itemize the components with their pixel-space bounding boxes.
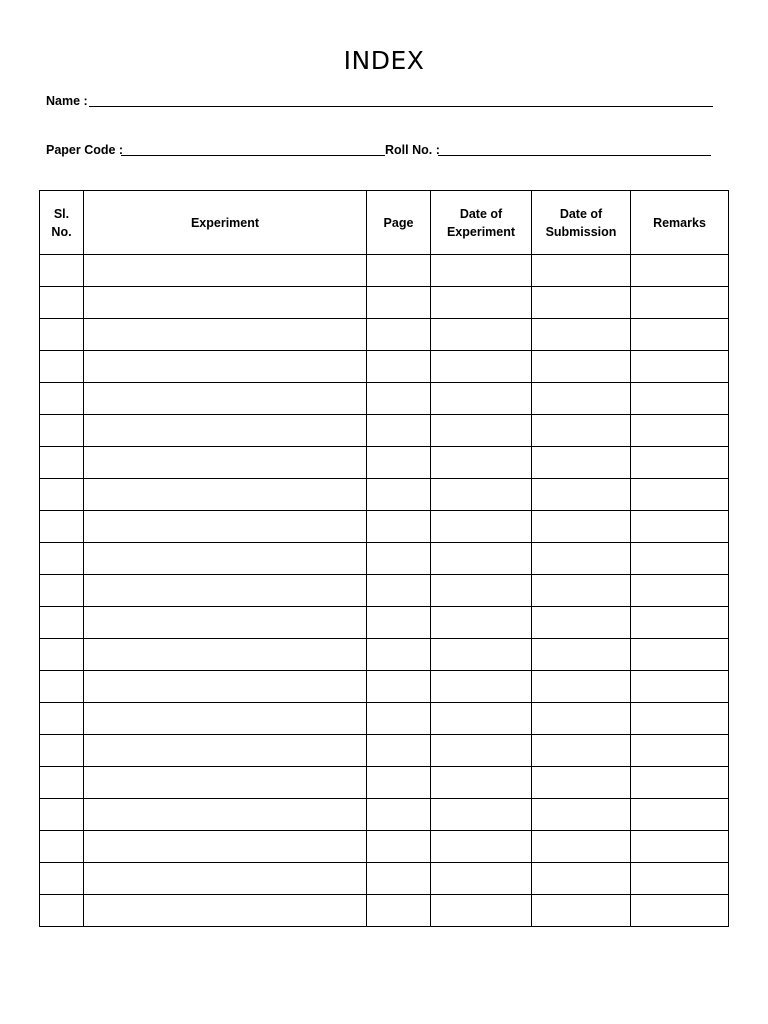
date-of-submission-cell[interactable]: [532, 575, 631, 607]
date-of-submission-cell[interactable]: [532, 447, 631, 479]
remarks-cell[interactable]: [631, 575, 729, 607]
paper-code-field[interactable]: [121, 155, 385, 156]
date-of-submission-cell[interactable]: [532, 511, 631, 543]
date-of-submission-cell[interactable]: [532, 671, 631, 703]
date-of-experiment-cell[interactable]: [431, 767, 532, 799]
page-cell[interactable]: [367, 255, 431, 287]
table-row: [40, 287, 729, 319]
page-cell[interactable]: [367, 607, 431, 639]
page-cell[interactable]: [367, 319, 431, 351]
header-text: Submission: [545, 224, 617, 239]
remarks-cell[interactable]: [631, 543, 729, 575]
table-body: [40, 255, 729, 927]
date-of-submission-cell[interactable]: [532, 543, 631, 575]
date-of-experiment-cell[interactable]: [431, 319, 532, 351]
date-of-experiment-cell[interactable]: [431, 479, 532, 511]
page-cell[interactable]: [367, 479, 431, 511]
page-cell[interactable]: [367, 671, 431, 703]
experiment-cell[interactable]: [84, 671, 367, 703]
header-text: Remarks: [653, 215, 706, 230]
date-of-experiment-cell[interactable]: [431, 735, 532, 767]
experiment-cell[interactable]: [84, 543, 367, 575]
date-of-submission-cell[interactable]: [532, 767, 631, 799]
date-of-submission-cell[interactable]: [532, 703, 631, 735]
table-row: [40, 351, 729, 383]
experiment-cell[interactable]: [84, 767, 367, 799]
sl-no-cell[interactable]: [40, 511, 84, 543]
date-of-submission-cell[interactable]: [532, 639, 631, 671]
table-row: [40, 255, 729, 287]
sl-no-cell[interactable]: [40, 255, 84, 287]
page-cell[interactable]: [367, 735, 431, 767]
table-row: [40, 479, 729, 511]
header-text: Experiment: [190, 215, 260, 230]
sl-no-cell[interactable]: [40, 671, 84, 703]
sl-no-cell[interactable]: [40, 895, 84, 927]
sl-no-cell[interactable]: [40, 703, 84, 735]
remarks-cell[interactable]: [631, 671, 729, 703]
date-of-experiment-cell[interactable]: [431, 511, 532, 543]
date-of-experiment-cell[interactable]: [431, 543, 532, 575]
table-row: [40, 319, 729, 351]
experiment-cell[interactable]: [84, 479, 367, 511]
page-cell[interactable]: [367, 703, 431, 735]
page-cell[interactable]: [367, 287, 431, 319]
date-of-submission-cell[interactable]: [532, 831, 631, 863]
table-row: [40, 735, 729, 767]
remarks-cell[interactable]: [631, 319, 729, 351]
table-row: [40, 767, 729, 799]
experiment-cell[interactable]: [84, 735, 367, 767]
date-of-experiment-cell[interactable]: [431, 639, 532, 671]
date-of-submission-cell[interactable]: [532, 287, 631, 319]
remarks-cell[interactable]: [631, 383, 729, 415]
date-of-experiment-cell[interactable]: [431, 287, 532, 319]
experiment-cell[interactable]: [84, 575, 367, 607]
table-row: [40, 543, 729, 575]
sl-no-cell[interactable]: [40, 607, 84, 639]
page-cell[interactable]: [367, 415, 431, 447]
sl-no-cell[interactable]: [40, 287, 84, 319]
experiment-cell[interactable]: [84, 511, 367, 543]
date-of-experiment-cell[interactable]: [431, 799, 532, 831]
header-text: Page: [383, 215, 414, 230]
table-row: [40, 511, 729, 543]
remarks-cell[interactable]: [631, 831, 729, 863]
table-row: [40, 415, 729, 447]
date-of-submission-cell[interactable]: [532, 607, 631, 639]
date-of-submission-cell[interactable]: [532, 479, 631, 511]
table-row: [40, 575, 729, 607]
sl-no-cell[interactable]: [40, 767, 84, 799]
page-cell[interactable]: [367, 575, 431, 607]
header-text: No.: [51, 224, 72, 239]
experiment-cell[interactable]: [84, 895, 367, 927]
experiment-cell[interactable]: [84, 607, 367, 639]
remarks-cell[interactable]: [631, 351, 729, 383]
date-of-submission-cell[interactable]: [532, 351, 631, 383]
paper-code-label: Paper Code :: [46, 143, 124, 157]
table-header-row: [40, 191, 729, 255]
index-table: [39, 190, 729, 927]
header-text: Sl.: [53, 206, 70, 221]
roll-no-field[interactable]: [438, 155, 711, 156]
remarks-cell[interactable]: [631, 415, 729, 447]
experiment-cell[interactable]: [84, 863, 367, 895]
experiment-header: [84, 191, 367, 255]
date-of-submission-cell[interactable]: [532, 895, 631, 927]
date-of-submission-cell[interactable]: [532, 863, 631, 895]
date-of-submission-cell[interactable]: [532, 255, 631, 287]
table-row: [40, 863, 729, 895]
date-of-experiment-cell[interactable]: [431, 607, 532, 639]
sl-no-cell[interactable]: [40, 415, 84, 447]
date-of-submission-cell[interactable]: [532, 415, 631, 447]
page-cell[interactable]: [367, 895, 431, 927]
sl-no-cell[interactable]: [40, 575, 84, 607]
page-title: INDEX: [343, 46, 425, 75]
sl-no-cell[interactable]: [40, 799, 84, 831]
page-cell[interactable]: [367, 447, 431, 479]
table-row: [40, 383, 729, 415]
experiment-cell[interactable]: [84, 383, 367, 415]
sl-no-header: [40, 191, 84, 255]
sl-no-cell[interactable]: [40, 319, 84, 351]
remarks-cell[interactable]: [631, 895, 729, 927]
experiment-cell[interactable]: [84, 319, 367, 351]
date-of-experiment-cell[interactable]: [431, 703, 532, 735]
date-of-experiment-cell[interactable]: [431, 383, 532, 415]
header-text: Experiment: [446, 224, 516, 239]
date-of-experiment-cell[interactable]: [431, 863, 532, 895]
experiment-cell[interactable]: [84, 703, 367, 735]
header-text: Date of: [459, 206, 503, 221]
page-header: [367, 191, 431, 255]
remarks-cell[interactable]: [631, 447, 729, 479]
sl-no-cell[interactable]: [40, 831, 84, 863]
date-of-experiment-header: [431, 191, 532, 255]
date-of-experiment-cell[interactable]: [431, 671, 532, 703]
date-of-experiment-cell[interactable]: [431, 895, 532, 927]
table-row: [40, 671, 729, 703]
page-cell[interactable]: [367, 639, 431, 671]
page-cell[interactable]: [367, 383, 431, 415]
date-of-experiment-cell[interactable]: [431, 351, 532, 383]
date-of-experiment-cell[interactable]: [431, 255, 532, 287]
sl-no-cell[interactable]: [40, 735, 84, 767]
page-cell[interactable]: [367, 543, 431, 575]
sl-no-cell[interactable]: [40, 351, 84, 383]
experiment-cell[interactable]: [84, 799, 367, 831]
header-text: Date of: [559, 206, 603, 221]
page-cell[interactable]: [367, 863, 431, 895]
date-of-submission-cell[interactable]: [532, 319, 631, 351]
sl-no-cell[interactable]: [40, 639, 84, 671]
date-of-experiment-cell[interactable]: [431, 415, 532, 447]
name-label: Name :: [46, 94, 88, 108]
page-cell[interactable]: [367, 351, 431, 383]
sl-no-cell[interactable]: [40, 383, 84, 415]
page-cell[interactable]: [367, 511, 431, 543]
experiment-cell[interactable]: [84, 255, 367, 287]
remarks-cell[interactable]: [631, 511, 729, 543]
table-row: [40, 831, 729, 863]
experiment-cell[interactable]: [84, 415, 367, 447]
date-of-submission-cell[interactable]: [532, 799, 631, 831]
remarks-cell[interactable]: [631, 703, 729, 735]
remarks-cell[interactable]: [631, 767, 729, 799]
roll-no-label: Roll No. :: [385, 143, 440, 157]
remarks-cell[interactable]: [631, 479, 729, 511]
date-of-experiment-cell[interactable]: [431, 575, 532, 607]
experiment-cell[interactable]: [84, 831, 367, 863]
date-of-submission-cell[interactable]: [532, 735, 631, 767]
page-cell[interactable]: [367, 799, 431, 831]
table-row: [40, 607, 729, 639]
date-of-submission-cell[interactable]: [532, 383, 631, 415]
remarks-cell[interactable]: [631, 799, 729, 831]
page-cell[interactable]: [367, 831, 431, 863]
remarks-cell[interactable]: [631, 255, 729, 287]
date-of-experiment-cell[interactable]: [431, 831, 532, 863]
remarks-cell[interactable]: [631, 639, 729, 671]
experiment-cell[interactable]: [84, 351, 367, 383]
table-row: [40, 447, 729, 479]
page-cell[interactable]: [367, 767, 431, 799]
table-row: [40, 799, 729, 831]
remarks-cell[interactable]: [631, 735, 729, 767]
table-row: [40, 895, 729, 927]
experiment-cell[interactable]: [84, 287, 367, 319]
experiment-cell[interactable]: [84, 447, 367, 479]
table-row: [40, 639, 729, 671]
experiment-cell[interactable]: [84, 639, 367, 671]
sl-no-cell[interactable]: [40, 479, 84, 511]
remarks-cell[interactable]: [631, 607, 729, 639]
date-of-submission-header: [532, 191, 631, 255]
remarks-cell[interactable]: [631, 287, 729, 319]
remarks-header: [631, 191, 729, 255]
name-field[interactable]: [89, 106, 713, 107]
remarks-cell[interactable]: [631, 863, 729, 895]
table-row: [40, 703, 729, 735]
date-of-experiment-cell[interactable]: [431, 447, 532, 479]
sl-no-cell[interactable]: [40, 447, 84, 479]
sl-no-cell[interactable]: [40, 863, 84, 895]
sl-no-cell[interactable]: [40, 543, 84, 575]
